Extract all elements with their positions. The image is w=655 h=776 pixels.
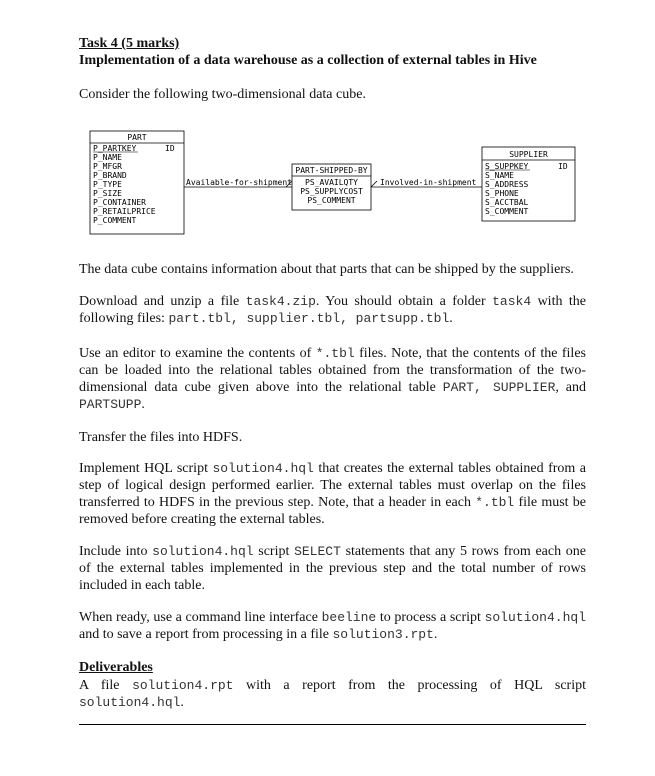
link-right-label: Involved-in-shipment xyxy=(380,178,477,187)
supplier-attr: S_ADDRESS xyxy=(485,180,529,189)
part-attr: P_CONTAINER xyxy=(93,198,146,207)
part-attr: P_PARTKEY xyxy=(93,144,137,153)
text-span: . xyxy=(449,311,453,326)
table-code: PART, SUPPLIER xyxy=(442,380,556,395)
text-span: Use an editor to examine the contents of xyxy=(79,346,316,361)
text-span: Include into xyxy=(79,544,153,559)
text-span: , and xyxy=(555,380,587,395)
text-span: When ready, use a command line interface xyxy=(79,610,322,625)
text-span: . xyxy=(141,397,145,412)
part-id-label: ID xyxy=(165,144,175,153)
text-span: . You should obtain a folder xyxy=(315,294,493,309)
link-left-label: Available-for-shipment xyxy=(186,178,292,187)
supplier-attr: S_COMMENT xyxy=(485,207,529,216)
part-attr: P_NAME xyxy=(93,153,122,162)
supplier-attr: S_NAME xyxy=(485,171,514,180)
filename-code: task4.zip xyxy=(245,294,316,309)
fact-attr: PS_COMMENT xyxy=(307,196,356,205)
deliverables-text xyxy=(79,677,586,711)
part-attr: P_BRAND xyxy=(93,171,127,180)
pattern-code: *.tbl xyxy=(315,346,355,361)
task-subtitle: Implementation of a data warehouse as a collection of external tables in Hive xyxy=(79,53,537,68)
task-title: Task 4 (5 marks) xyxy=(79,36,180,51)
text-span: . xyxy=(433,627,438,642)
deliverables-title: Deliverables xyxy=(79,660,153,675)
part-attr: P_SIZE xyxy=(93,189,122,198)
part-title: PART xyxy=(127,133,147,142)
text-span: A file xyxy=(79,678,133,693)
part-attr: P_MFGR xyxy=(93,162,122,171)
paragraph-cube-info: The data cube contains information about that parts that can be shipped by the suppliers. xyxy=(79,262,574,277)
supplier-attr: S_PHONE xyxy=(485,189,519,198)
text-span: file must be removed before creating the external tables. xyxy=(79,495,586,527)
text-span: script xyxy=(253,544,295,559)
paragraph-transfer: Transfer the files into HDFS. xyxy=(79,430,243,445)
text-span: statements that any 5 rows from each one of the external tables implemented in the previous step and the total number of rows included in each table. xyxy=(79,544,587,593)
intro-text: Consider the following two-dimensional data cube. xyxy=(79,87,366,102)
paragraph-examine xyxy=(79,345,586,413)
files-code: part.tbl, supplier.tbl, partsupp.tbl xyxy=(168,311,450,326)
table-code: PARTSUPP xyxy=(79,397,142,412)
text-span: that creates the external tables obtained from a step of logical design performed earlier. The external tables must overlap on the files transferred to HDFS in the previous step. Note, that a header in each xyxy=(79,461,586,510)
script-code: solution4.hql xyxy=(212,461,314,476)
folder-code: task4 xyxy=(492,294,532,309)
paragraph-beeline xyxy=(79,609,586,643)
fact-title: PART-SHIPPED-BY xyxy=(295,166,368,175)
part-attr: P_TYPE xyxy=(93,180,122,189)
text-span: Implement HQL script xyxy=(79,461,213,476)
text-span: with a report from the processing of HQL script xyxy=(233,678,586,693)
bottom-divider xyxy=(79,724,586,725)
part-attr: P_RETAILPRICE xyxy=(93,207,156,216)
tool-code: beeline xyxy=(321,610,377,625)
supplier-attr: S_ACCTBAL xyxy=(485,198,529,207)
keyword-code: SELECT xyxy=(294,544,341,559)
text-span: to process a script xyxy=(376,610,485,625)
paragraph-include xyxy=(79,543,586,594)
data-cube-diagram xyxy=(0,0,655,260)
script-code: solution4.hql xyxy=(79,695,181,710)
supplier-attr: S_SUPPKEY xyxy=(485,162,529,171)
report-code: solution3.rpt xyxy=(332,627,434,642)
text-span: and to save a report from processing in a file xyxy=(79,627,333,642)
paragraph-implement xyxy=(79,460,586,528)
script-code: solution4.hql xyxy=(484,610,586,625)
paragraph-download xyxy=(79,293,586,327)
part-attr: P_COMMENT xyxy=(93,216,137,225)
text-span: . xyxy=(180,695,184,710)
fact-attr: PS_SUPPLYCOST xyxy=(300,187,363,196)
text-span: files. Note, that the contents of the files can be loaded into the relational tables obtained from the transformation of the two-dimensional data cube given above into the relational table xyxy=(79,346,586,395)
supplier-title: SUPPLIER xyxy=(509,150,548,159)
text-span: Download and unzip a file xyxy=(79,294,246,309)
text-span: with the following files: xyxy=(79,294,586,326)
supplier-id-label: ID xyxy=(558,162,568,171)
report-code: solution4.rpt xyxy=(132,678,234,693)
pattern-code: *.tbl xyxy=(475,495,515,510)
script-code: solution4.hql xyxy=(152,544,254,559)
fact-attr: PS_AVAILQTY xyxy=(305,178,358,187)
